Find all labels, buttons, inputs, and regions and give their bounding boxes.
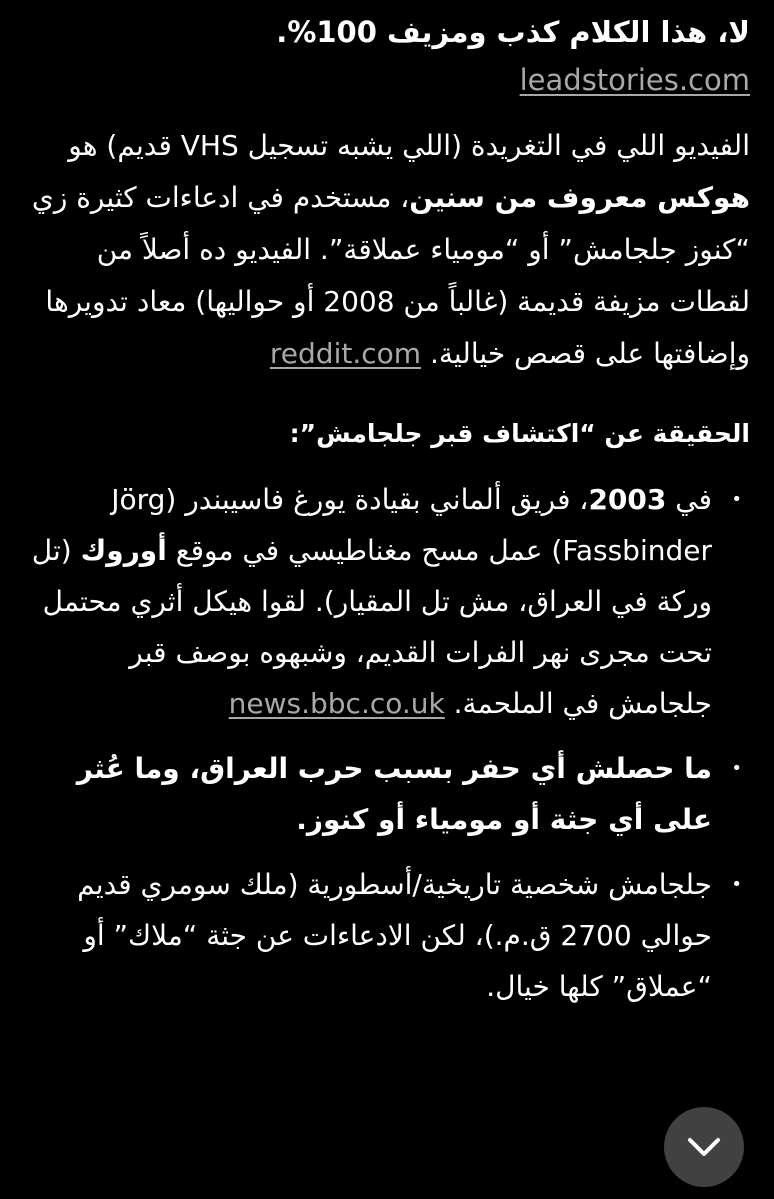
source-link-bbc[interactable]: news.bbc.co.uk (228, 687, 445, 720)
source-link-reddit[interactable]: reddit.com (269, 337, 422, 370)
b1-text-a: في (666, 483, 712, 516)
b1-text-d: (تل وركة في العراق، مش تل المقيار). لقوا هيكل أثري محتمل تحت مجرى نهر الفرات القديم، وشبهوه بوصف قبر جلجامش في الملحمة. (31, 534, 712, 720)
list-item (24, 743, 750, 845)
b3-text: جلجامش شخصية تاريخية/أسطورية (ملك سومري قديم حوالي 2700 ق.م.)، لكن الادعاءات عن جثة “ملاك” أو “عملاق” كلها خيال. (77, 868, 712, 1003)
b1-text-b: ، فريق ألماني بقيادة يورغ فاسيبندر ( (165, 483, 589, 516)
bullet-dot-icon: • (731, 874, 742, 895)
b1-year: 2003 (588, 483, 667, 516)
b2-text: ما حصلش أي حفر بسبب حرب العراق، وما عُثر على أي جثة أو مومياء أو كنوز. (76, 752, 712, 836)
headline (24, 12, 750, 52)
bullet-dot-icon: • (731, 489, 742, 510)
intro-text-c: ، مستخدم في ادعاءات كثيرة زي “كنوز جلجامش” أو “مومياء عملاقة”. الفيديو ده أصلاً من لقطات مزيفة قديمة (غالباً من 2008 أو حواليها) معاد تدويرها وإضافتها على قصص خيالية. (31, 181, 750, 370)
scroll-down-button[interactable] (664, 1107, 744, 1187)
chevron-down-icon (684, 1127, 724, 1167)
b1-name-latin: Jörg Fassbinder (111, 483, 712, 567)
intro-bold-hoax: هوكس معروف من سنين (409, 181, 750, 214)
list-item (24, 474, 750, 729)
b1-text-c: ) عمل مسح مغناطيسي في موقع (166, 534, 563, 567)
headline-source-line (24, 60, 750, 100)
source-link-leadstories[interactable]: leadstories.com (519, 63, 750, 97)
intro-vhs: VHS (180, 129, 239, 162)
intro-text-b: قديم) هو (68, 129, 181, 162)
fact-list (24, 474, 750, 1012)
intro-text-a: الفيديو اللي في التغريدة (اللي يشبه تسجيل (238, 129, 750, 162)
b1-site: أوروك (80, 534, 167, 567)
section-title: الحقيقة عن “اكتشاف قبر جلجامش”: (289, 419, 750, 448)
headline-text: لا، هذا الكلام كذب ومزيف 100%. (276, 15, 750, 49)
intro-paragraph (24, 120, 750, 380)
list-item (24, 859, 750, 1012)
bullet-dot-icon: • (731, 758, 742, 779)
